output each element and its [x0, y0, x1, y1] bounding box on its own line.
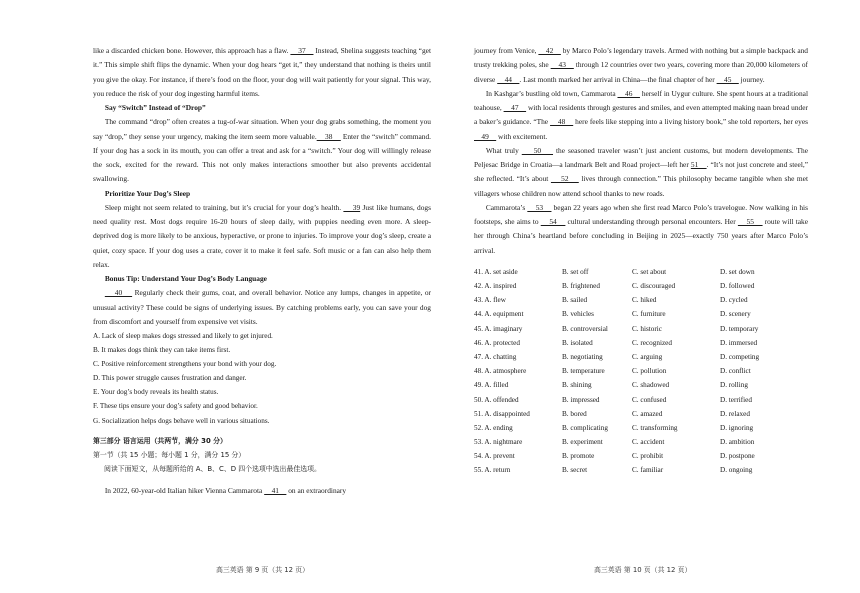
- passage-text: . Last month marked her arrival in China—the final chapter of her: [519, 74, 717, 84]
- choice-cell: B. negotiating: [562, 352, 603, 361]
- choice-cell: B. vehicles: [562, 310, 594, 319]
- choice-row: [474, 435, 800, 449]
- choice-cell: D. ongoing: [720, 466, 753, 475]
- choice-cell: 55. A. return: [474, 466, 511, 475]
- choice-cell: B. frightened: [562, 282, 600, 291]
- answer-blank: 44: [497, 74, 520, 84]
- choice-row: [474, 463, 800, 477]
- passage-text: cultural understanding through personal encounters. Her: [565, 217, 738, 226]
- choice-cell: C. furniture: [632, 310, 666, 319]
- instruction-text: 阅读下面短文，从每题所给的 A、B、C、D 四个选项中选出最佳选项。: [104, 465, 321, 474]
- choice-cell: 54. A. prevent: [474, 452, 515, 461]
- choice-cell: D. set down: [720, 267, 755, 276]
- choice-cell: 47. A. chatting: [474, 352, 517, 361]
- choice-row: [474, 378, 800, 392]
- choice-cell: D. temporary: [720, 324, 759, 333]
- choice-cell: D. ignoring: [720, 423, 754, 432]
- choice-cell: C. historic: [632, 324, 662, 333]
- choice-row: [474, 350, 800, 364]
- passage-text: journey.: [738, 74, 765, 84]
- choice-cell: C. set about: [632, 267, 667, 276]
- choice-row: [474, 449, 800, 463]
- choice-cell: B. promote: [562, 452, 595, 461]
- option-c: C. Positive reinforcement strengthens your bond with your dog.: [93, 360, 277, 369]
- passage-paragraph-1: like a discarded chicken bone. However, this approach has a flaw. 37 Instead, Shelina suggests teaching “get it.” This simple shift flips the dynamic. When your dog hears “get it,” they understand that nothing is theirs until you give the okay. For instance, if there’s food on the floor, your dog will wait patiently for your signal. This way, you reduce the risk of your dog ingesting harmful items.: [93, 46, 431, 98]
- choice-cell: D. ambition: [720, 438, 755, 447]
- choice-cell: B. experiment: [562, 438, 603, 447]
- choice-cell: 50. A. offended: [474, 395, 519, 404]
- choice-cell: 42. A. inspired: [474, 282, 517, 291]
- choice-cell: D. competing: [720, 352, 760, 361]
- choice-cell: 41. A. set aside: [474, 267, 518, 276]
- choice-cell: 53. A. nightmare: [474, 438, 523, 447]
- choice-cell: 49. A. filled: [474, 381, 509, 390]
- cloze-paragraph-1: [474, 44, 808, 87]
- answer-blank: 53: [527, 202, 552, 212]
- answer-blank: 45: [716, 74, 739, 84]
- passage-text: herself in Uygur culture. She spent hours at a traditional teahouse,: [474, 88, 808, 112]
- left-page-column: [93, 44, 431, 499]
- page-footer-left: 高三英语 第 9 页（共 12 页）: [216, 566, 310, 574]
- passage-text: . “It’s not just concrete and steel,” she reflected. “It’s about: [474, 160, 809, 184]
- answer-blank: 47: [503, 103, 527, 112]
- choice-cell: D. followed: [720, 282, 755, 291]
- choice-cell: 52. A. ending: [474, 423, 513, 432]
- passage-text: Cammarota’s: [485, 202, 528, 212]
- choice-row: [474, 392, 800, 406]
- section-heading-sleep: Prioritize Your Dog’s Sleep: [104, 188, 191, 198]
- choice-cell: C. amazed: [632, 409, 663, 418]
- choice-cell: C. discouraged: [632, 282, 676, 291]
- answer-blank: 55: [737, 217, 763, 226]
- answer-blank: 43: [550, 60, 574, 70]
- passage-text: by Marco Polo’s legendary travels. Armed with nothing but a simple backpack and trusty trekking poles, she: [474, 46, 808, 70]
- choice-cell: D. rolling: [720, 381, 748, 390]
- choice-row: [474, 307, 800, 321]
- blank-37: 37: [290, 46, 314, 55]
- cloze-paragraph-2: [474, 87, 808, 144]
- choice-cell: C. transforming: [632, 423, 678, 432]
- choice-cell: C. shadowed: [632, 381, 670, 390]
- answer-blank: 54: [540, 217, 566, 226]
- choice-cell: B. controversial: [562, 324, 608, 333]
- blank-38: 38: [316, 131, 341, 141]
- choice-cell: 44. A. equipment: [474, 310, 524, 319]
- choice-cell: C. hiked: [632, 296, 657, 305]
- choice-cell: C. accident: [632, 438, 665, 447]
- choice-cell: 43. A. flew: [474, 296, 506, 305]
- choice-cell: C. pollution: [632, 367, 667, 376]
- choice-cell: C. prohibit: [632, 452, 664, 461]
- passage-text: lives through connection.” This philosophy became tangible when she met villagers whose children now attend school thanks to new roads.: [474, 174, 808, 198]
- choice-cell: C. familiar: [632, 466, 664, 475]
- choice-cell: C. arguing: [632, 352, 663, 361]
- answer-blank: 48: [550, 117, 574, 127]
- passage-text: the seasoned traveler wasn’t just ancient customs, but modern developments. The Peljesac Bridge in Croatia—a landmark Belt and Road project—left her: [474, 145, 809, 169]
- section-one-subtitle: 第一节（共 15 小题；每小题 1 分，满分 15 分）: [93, 450, 246, 459]
- section-heading-body-language: Bonus Tip: Understand Your Dog’s Body Language: [104, 274, 267, 283]
- cloze-paragraph-start: In 2022, 60-year-old Italian hiker Vienna Cammarota 41 on an extraordinary: [104, 486, 347, 496]
- choice-cell: 45. A. imaginary: [474, 324, 523, 333]
- passage-paragraph-3: Sleep might not seem related to training, but it’s crucial for your dog’s health. 39 Just like humans, dogs need quality rest. Most dogs require 16-20 hours of sleep daily, with puppies needing even more. A sleep-deprived dog is more likely to be anxious, hyperactive, or prone to injuries. To improve your dog’s sleep, create a quiet, cozy space. If your dog uses a crate, cover it to make it feel safe. Soft music or a fan can also help them relax.: [93, 202, 431, 269]
- choice-row: [474, 364, 800, 378]
- choice-cell: D. relaxed: [720, 409, 750, 418]
- option-e: E. Your dog’s body reveals its health status.: [93, 388, 219, 397]
- sentence-options-list: [93, 329, 431, 428]
- answer-blank: 51: [690, 160, 707, 169]
- passage-text: began 22 years ago when she first read Marco Polo’s travelogue. Now walking in his footsteps, she aims to: [474, 202, 808, 226]
- choice-cell: B. complicating: [562, 423, 608, 432]
- blank-39: 39: [343, 202, 361, 212]
- choice-cell: 46. A. protected: [474, 338, 520, 347]
- choice-row: [474, 421, 800, 435]
- choice-cell: B. bored: [562, 409, 587, 418]
- option-a: A. Lack of sleep makes dogs stressed and likely to get injured.: [93, 332, 273, 340]
- passage-text: In Kashgar’s bustling old town, Cammarota: [485, 88, 618, 98]
- choice-cell: B. isolated: [562, 338, 593, 347]
- choice-cell: 51. A. disappointed: [474, 409, 530, 418]
- passage-text: journey from Venice,: [474, 46, 539, 55]
- section-heading-switch: Say “Switch” Instead of “Drop”: [104, 103, 206, 112]
- choice-row: [474, 293, 800, 307]
- blank-41: 41: [264, 486, 287, 496]
- answer-blank: 52: [550, 174, 579, 184]
- choice-row: [474, 322, 800, 336]
- passage-text: What truly: [485, 145, 522, 155]
- choice-cell: D. immersed: [720, 338, 758, 347]
- cloze-paragraph-4: [474, 201, 808, 258]
- option-g: G. Socialization helps dogs behave well in various situations.: [93, 416, 270, 425]
- choice-cell: B. secret: [562, 466, 588, 475]
- option-b: B. It makes dogs think they can take items first.: [93, 346, 231, 355]
- choice-cell: D. terrified: [720, 395, 752, 404]
- answer-blank: 49: [474, 131, 497, 141]
- passage-paragraph-2: The command “drop” often creates a tug-of-war situation. When your dog grabs something, the moment you say “drop,” they sense your urgency, making the item seem more valuable. 38 Enter the “switch” command. If your dog has a sock in its mouth, you can offer a treat and ask for a “switch.” Your dog will willingly release the sock, excited for the reward. This not only makes interactions smoother but also prevents accidental swallowing.: [93, 117, 431, 184]
- choice-cell: B. shining: [562, 381, 592, 390]
- choice-cell: C. confused: [632, 395, 667, 404]
- passage-text: route will take her through China’s heartland before concluding in Beijing in 2025—exactly 750 years after Marco Polo’s arrival.: [474, 217, 809, 255]
- choice-cell: B. impressed: [562, 395, 600, 404]
- choice-cell: D. conflict: [720, 367, 751, 376]
- blank-40: 40: [104, 288, 133, 298]
- choices-table: [474, 265, 800, 478]
- passage-text: through 12 countries over two years, covering more than 20,000 kilometers of diverse: [474, 60, 809, 84]
- choice-cell: D. scenery: [720, 310, 751, 319]
- cloze-paragraph-3: [474, 144, 808, 201]
- passage-paragraph-4: 40 Regularly check their gums, coat, and overall behavior. Notice any lumps, changes in appetite, or unusual activity? These could be signs of underlying issues. By catching problems early, you can save your dog from discomfort and yourself from expensive vet visits.: [93, 288, 432, 326]
- passage-text: with local residents through gestures and smiles, and even attempted making naan bread under a baker’s guidance. “The: [474, 103, 808, 127]
- answer-blank: 50: [521, 145, 554, 155]
- page-footer-right: 高三英语 第 10 页（共 12 页）: [594, 566, 692, 574]
- choice-cell: B. set off: [562, 267, 589, 276]
- choice-cell: C. recognized: [632, 338, 672, 347]
- choice-row: [474, 265, 800, 279]
- choice-cell: D. cycled: [720, 296, 748, 305]
- answer-blank: 46: [617, 88, 640, 98]
- right-page-column: [474, 44, 808, 478]
- part-three-title: 第三部分 语言运用（共两节，满分 30 分）: [93, 436, 227, 445]
- choice-row: [474, 407, 800, 421]
- choice-cell: D. postpone: [720, 452, 755, 461]
- choice-cell: B. sailed: [562, 296, 588, 305]
- option-f: F. These tips ensure your dog’s safety and good behavior.: [93, 402, 258, 411]
- answer-blank: 42: [538, 46, 561, 55]
- choice-row: [474, 336, 800, 350]
- passage-text: here feels like stepping into a living history book,” she told reporters, her eyes: [573, 117, 809, 127]
- choice-cell: B. temperature: [562, 367, 605, 376]
- choice-cell: 48. A. atmosphere: [474, 367, 527, 376]
- passage-text: with excitement.: [496, 131, 548, 141]
- option-d: D. This power struggle causes frustration and danger.: [93, 374, 247, 383]
- choice-row: [474, 279, 800, 293]
